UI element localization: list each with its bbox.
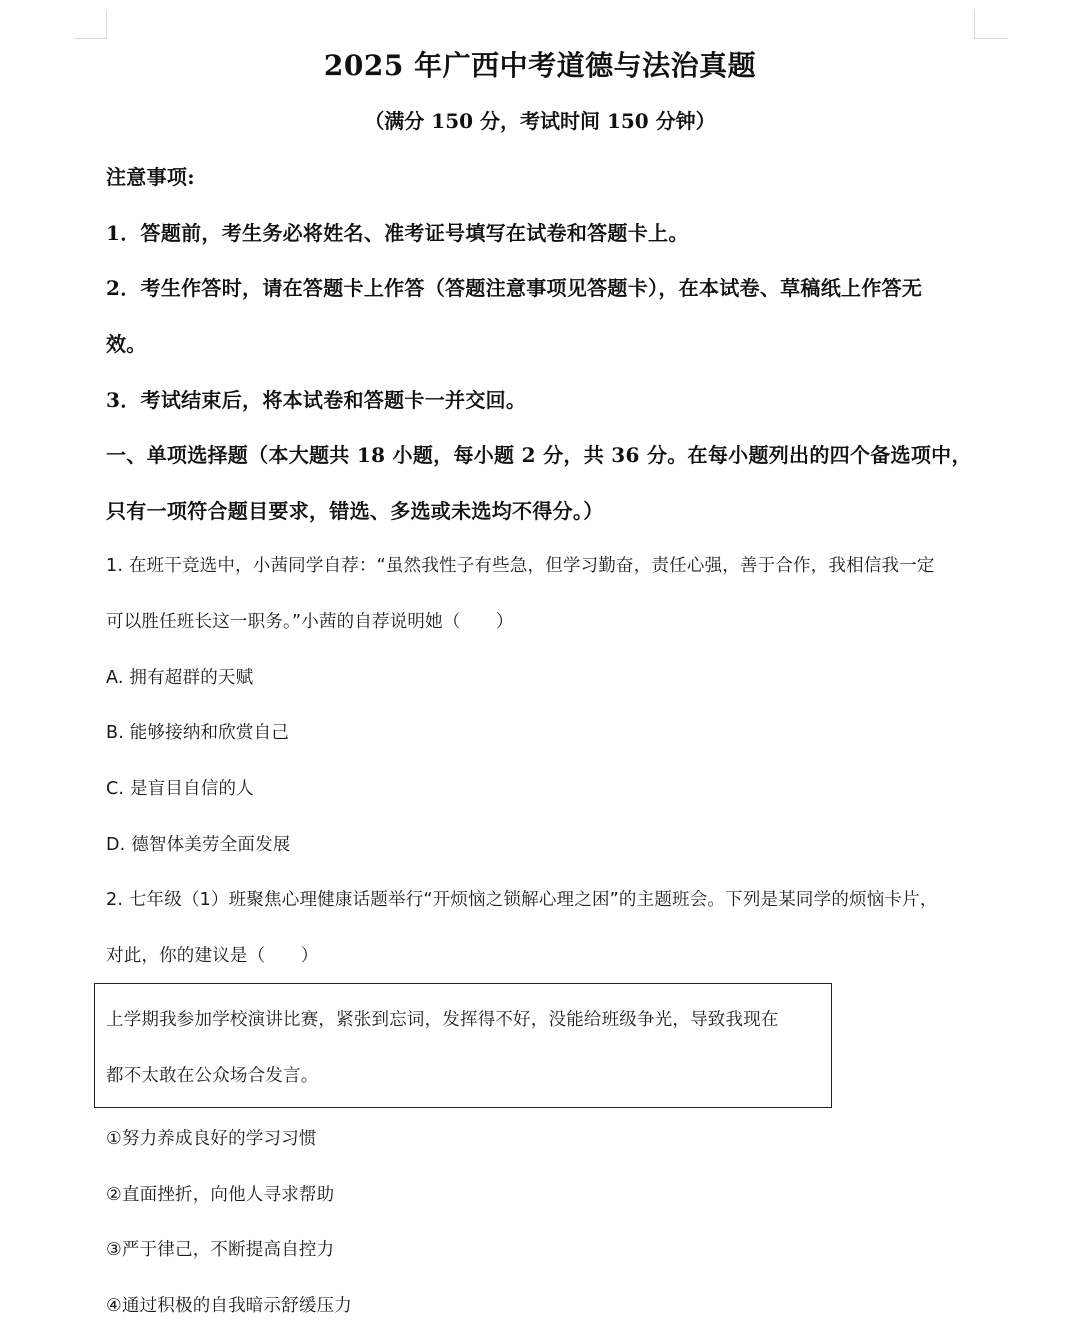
question-1-option-d: D. 德智体美劳全面发展: [106, 835, 291, 855]
question-1-stem-line-2: 可以胜任班长这一职务。”小茜的自荐说明她（ ）: [106, 612, 514, 632]
question-2-statement-1: ①努力养成良好的学习习惯: [106, 1129, 317, 1149]
question-1-stem-line-1: 1. 在班干竞选中，小茜同学自荐：“虽然我性子有些急，但学习勤奋，责任心强，善于合作，我相信我一定: [106, 556, 935, 576]
section-heading-line-2: 只有一项符合题目要求，错选、多选或未选均不得分。）: [106, 499, 604, 523]
question-2-statement-4: ④通过积极的自我暗示舒缓压力: [106, 1296, 352, 1316]
question-2-stem-line-1: 2. 七年级（1）班聚焦心理健康话题举行“开烦恼之锁解心理之困”的主题班会。下列是某同学的烦恼卡片，: [106, 890, 938, 910]
page-corner-mark-left: [74, 10, 107, 39]
worry-card-box: [94, 983, 832, 1108]
question-2-statement-3: ③严于律己，不断提高自控力: [106, 1240, 335, 1260]
notice-item-2: 2．考生作答时，请在答题卡上作答（答题注意事项见答题卡），在本试卷、草稿纸上作答无: [106, 276, 923, 300]
question-2-stem-line-2: 对此，你的建议是（ ）: [106, 946, 319, 966]
notice-item-2-continued: 效。: [106, 332, 147, 356]
notice-item-1: 1．答题前，考生务必将姓名、准考证号填写在试卷和答题卡上。: [106, 221, 689, 245]
exam-title: 2025 年广西中考道德与法治真题: [323, 49, 757, 82]
worry-card-line-2: 都不太敢在公众场合发言。: [106, 1066, 319, 1086]
question-1-option-b: B. 能够接纳和欣赏自己: [106, 723, 290, 743]
notice-item-3: 3．考试结束后，将本试卷和答题卡一并交回。: [106, 388, 527, 412]
section-heading-line-1: 一、单项选择题（本大题共 18 小题，每小题 2 分，共 36 分。在每小题列出的四个备选项中，: [106, 443, 972, 467]
exam-subtitle: （满分 150 分，考试时间 150 分钟）: [364, 109, 716, 133]
question-1-option-a: A. 拥有超群的天赋: [106, 668, 254, 688]
question-2-statement-2: ②直面挫折，向他人寻求帮助: [106, 1185, 335, 1205]
worry-card-line-1: 上学期我参加学校演讲比赛，紧张到忘词，发挥得不好，没能给班级争光，导致我现在: [106, 1010, 779, 1030]
notice-heading: 注意事项:: [106, 165, 195, 189]
page-corner-mark-right: [974, 10, 1007, 39]
question-1-option-c: C. 是盲目自信的人: [106, 779, 254, 799]
